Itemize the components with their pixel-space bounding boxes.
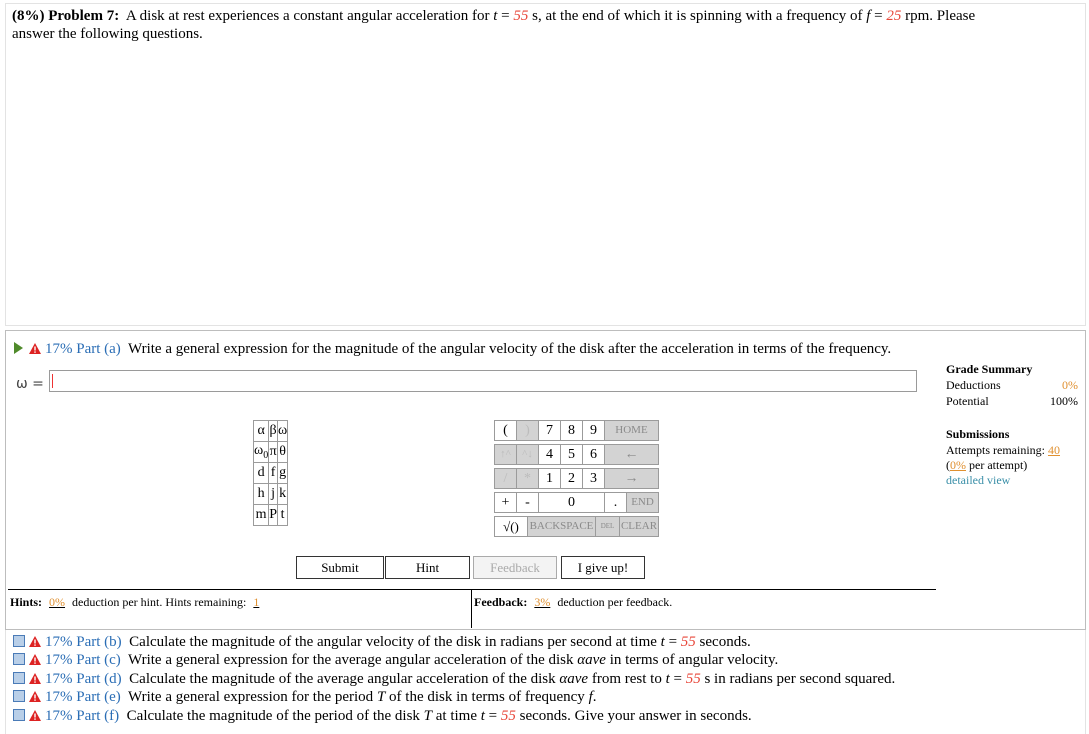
attempts-remaining: 40 xyxy=(1047,443,1060,457)
key-backspace[interactable]: BACKSPACE xyxy=(527,516,596,537)
problem-weight: (8%) xyxy=(12,8,45,24)
key-m[interactable]: m xyxy=(254,505,269,526)
potential-value: 100% xyxy=(1050,394,1078,408)
warning-icon xyxy=(29,343,41,354)
part-c-tail: in terms of angular velocity. xyxy=(609,652,779,669)
key-multiply[interactable]: * xyxy=(516,468,539,489)
t-symbol: t xyxy=(660,634,665,650)
expand-icon[interactable] xyxy=(13,672,25,684)
part-b-tail: seconds. xyxy=(699,634,751,650)
equals-sign: = xyxy=(501,8,510,24)
key-subscript[interactable]: ^↓ xyxy=(516,444,539,465)
key-5[interactable]: 5 xyxy=(560,444,583,465)
key-pi[interactable]: π xyxy=(269,442,278,463)
key-clear[interactable]: CLEAR xyxy=(619,516,659,537)
problem-statement xyxy=(12,7,1072,43)
key-theta[interactable]: θ xyxy=(278,442,288,463)
part-c-percent: 17% Part (c) xyxy=(45,652,121,669)
equals-sign: = xyxy=(668,634,678,650)
part-f-tail: seconds. Give your answer in seconds. xyxy=(519,707,752,724)
key-forward-arrow[interactable]: → xyxy=(604,468,659,489)
warning-icon xyxy=(29,710,41,721)
key-superscript[interactable]: ↑^ xyxy=(494,444,517,465)
key-1[interactable]: 1 xyxy=(538,468,561,489)
key-f[interactable]: f xyxy=(269,463,278,484)
key-9[interactable]: 9 xyxy=(582,420,605,441)
key-8[interactable]: 8 xyxy=(560,420,583,441)
part-a-text: Write a general expression for the magnitude of the angular velocity of the disk after the acceleration in terms of the frequency. xyxy=(128,341,892,357)
key-minus[interactable]: - xyxy=(516,492,539,513)
key-d[interactable]: d xyxy=(254,463,269,484)
expand-icon[interactable] xyxy=(13,635,25,647)
key-4[interactable]: 4 xyxy=(538,444,561,465)
part-d-percent: 17% Part (d) xyxy=(45,670,122,687)
t-symbol: t xyxy=(665,670,670,687)
equals-sign: = xyxy=(673,670,682,687)
key-3[interactable]: 3 xyxy=(582,468,605,489)
deductions-label: Deductions xyxy=(946,378,1001,392)
part-b-text: Calculate the magnitude of the angular velocity of the disk in radians per second at time xyxy=(129,634,657,650)
key-decimal[interactable]: . xyxy=(604,492,627,513)
key-sqrt[interactable]: √() xyxy=(494,516,528,537)
part-d-tail: s in radians per second squared. xyxy=(704,670,896,687)
key-t[interactable]: t xyxy=(278,505,288,526)
key-left-paren[interactable]: ( xyxy=(494,420,517,441)
hints-label: Hints: xyxy=(10,595,43,609)
key-6[interactable]: 6 xyxy=(582,444,605,465)
part-d-mid: from rest to xyxy=(591,670,662,687)
variable-keys xyxy=(253,420,288,526)
hints-text: deduction per hint. Hints remaining: xyxy=(72,595,247,609)
part-c-row[interactable] xyxy=(13,651,1083,669)
feedback-panel xyxy=(472,589,936,628)
key-alpha[interactable]: α xyxy=(254,421,269,442)
problem-text-2: s, at the end of which it is spinning with a frequency of xyxy=(532,8,863,24)
equals-sign: = xyxy=(874,8,883,24)
key-g[interactable]: g xyxy=(278,463,288,484)
period: . xyxy=(592,689,597,706)
part-e-percent: 17% Part (e) xyxy=(45,689,121,706)
hints-remaining: 1 xyxy=(253,595,260,609)
feedback-label: Feedback: xyxy=(474,595,528,609)
warning-icon xyxy=(29,636,41,647)
warning-icon xyxy=(29,691,41,702)
play-icon[interactable] xyxy=(14,342,23,354)
t-value: 55 xyxy=(500,707,516,724)
problem-text-1: A disk at rest experiences a constant angular acceleration for xyxy=(125,8,490,24)
warning-icon xyxy=(29,654,41,665)
t-symbol: t xyxy=(480,707,485,724)
problem-text-3: rpm. Please xyxy=(905,8,976,24)
part-e-tail: of the disk in terms of frequency xyxy=(389,689,585,706)
warning-icon xyxy=(29,673,41,684)
t-value: 55 xyxy=(685,670,701,687)
part-e-text: Write a general expression for the period xyxy=(128,689,374,706)
grade-summary xyxy=(946,361,1078,488)
potential-label: Potential xyxy=(946,394,989,408)
part-a-percent: 17% Part (a) xyxy=(45,341,121,357)
key-omega0[interactable]: $\omega_0$ xyxy=(254,443,269,461)
f-value: 25 xyxy=(886,8,902,24)
submit-button[interactable]: Submit xyxy=(296,556,384,579)
key-h[interactable]: h xyxy=(254,484,269,505)
key-divide[interactable]: / xyxy=(494,468,517,489)
part-a-header xyxy=(14,340,891,358)
hints-deduction: 0% xyxy=(49,595,66,609)
feedback-button[interactable]: Feedback xyxy=(473,556,557,579)
key-del[interactable]: DEL xyxy=(595,516,620,537)
part-c-text: Write a general expression for the average angular acceleration of the disk xyxy=(128,652,574,669)
grade-summary-title: Grade Summary xyxy=(946,362,1033,376)
part-f-mid: at time xyxy=(435,707,477,724)
problem-panel xyxy=(5,3,1086,326)
key-0[interactable]: 0 xyxy=(538,492,605,513)
t-value: 55 xyxy=(513,8,529,24)
part-b-percent: 17% Part (b) xyxy=(45,634,122,650)
problem-label: Problem 7: xyxy=(48,8,120,24)
problem-text-4: answer the following questions. xyxy=(12,26,203,42)
key-k[interactable]: k xyxy=(278,484,288,505)
key-p[interactable]: P xyxy=(269,505,278,526)
feedback-deduction: 3% xyxy=(534,595,551,609)
part-f-percent: 17% Part (f) xyxy=(45,707,120,724)
part-f-text: Calculate the magnitude of the period of the disk xyxy=(126,707,420,724)
key-beta[interactable]: β xyxy=(269,421,278,442)
T-symbol: T xyxy=(376,689,386,706)
part-d-row[interactable] xyxy=(13,670,1083,688)
paren-open: ( xyxy=(946,458,950,472)
deductions-value: 0% xyxy=(1062,378,1078,392)
other-parts-list xyxy=(13,633,1083,725)
expand-icon[interactable] xyxy=(13,709,25,721)
alpha-ave-symbol: αave xyxy=(577,652,606,669)
submissions-title: Submissions xyxy=(946,427,1010,441)
per-attempt-text: per attempt) xyxy=(969,458,1028,472)
hint-button[interactable]: Hint xyxy=(385,556,470,579)
key-end[interactable]: END xyxy=(626,492,659,513)
alpha-ave-symbol: αave xyxy=(559,670,589,687)
per-attempt-pct: 0% xyxy=(950,458,966,472)
key-back-arrow[interactable]: ← xyxy=(604,444,659,465)
answer-label: ω = xyxy=(16,376,44,392)
f-symbol: f xyxy=(866,8,871,24)
part-f-row[interactable] xyxy=(13,707,1083,725)
part-a-panel xyxy=(5,330,1086,630)
expand-icon[interactable] xyxy=(13,690,25,702)
attempts-label: Attempts remaining: xyxy=(946,443,1045,457)
expand-icon[interactable] xyxy=(13,653,25,665)
give-up-button[interactable]: I give up! xyxy=(561,556,645,579)
text-caret xyxy=(52,374,53,388)
part-e-row[interactable] xyxy=(13,688,1083,706)
key-2[interactable]: 2 xyxy=(560,468,583,489)
equals-sign: = xyxy=(488,707,498,724)
answer-input[interactable] xyxy=(49,370,917,392)
detailed-view-link[interactable]: detailed view xyxy=(946,473,1011,487)
T-symbol: T xyxy=(423,707,432,724)
key-plus[interactable]: + xyxy=(494,492,517,513)
key-right-paren[interactable]: ) xyxy=(516,420,539,441)
part-d-text: Calculate the magnitude of the average angular acceleration of the disk xyxy=(129,670,556,687)
key-j[interactable]: j xyxy=(269,484,278,505)
t-symbol: t xyxy=(493,8,498,24)
key-home[interactable]: HOME xyxy=(604,420,659,441)
feedback-text: deduction per feedback. xyxy=(557,595,673,609)
t-value: 55 xyxy=(680,634,696,650)
hints-panel xyxy=(8,589,472,628)
part-b-row[interactable] xyxy=(13,633,1083,651)
key-7[interactable]: 7 xyxy=(538,420,561,441)
f-symbol: f xyxy=(588,689,593,706)
key-omega[interactable]: ω xyxy=(278,421,288,442)
